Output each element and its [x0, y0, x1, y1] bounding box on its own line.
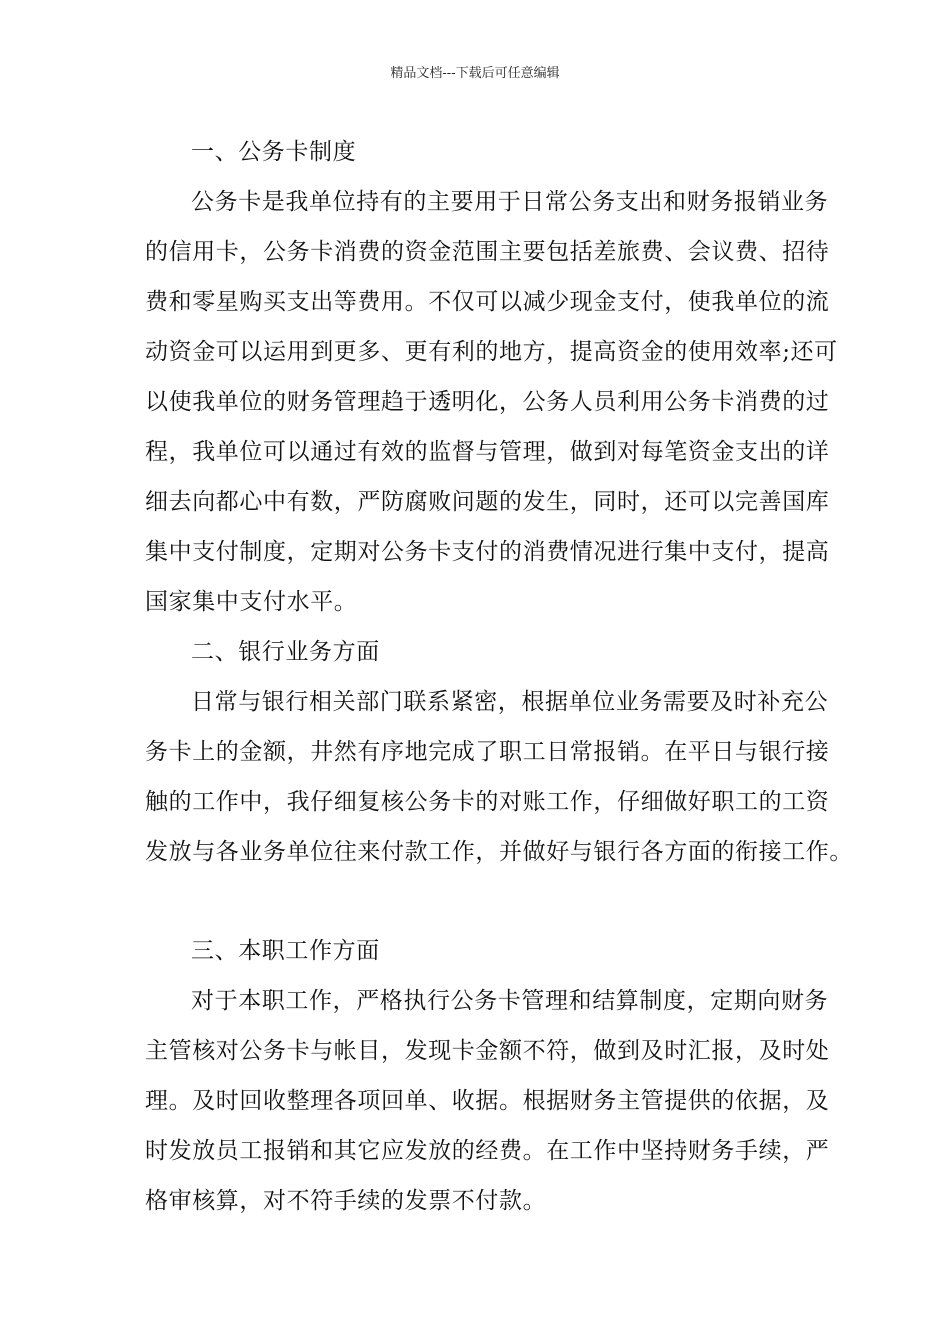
- paragraph-line: 格审核算，对不符手续的发票不付款。: [145, 1188, 547, 1214]
- section-heading: 一、公务卡制度: [191, 139, 357, 165]
- section-spacer: [145, 877, 825, 926]
- paragraph-line: 程，我单位可以通过有效的监督与管理，做到对每笔资金支出的详: [145, 439, 830, 465]
- paragraph-line: 对于本职工作，严格执行公务卡管理和结算制度，定期向财务: [191, 988, 829, 1014]
- paragraph-line: 细去向都心中有数，严防腐败问题的发生，同时，还可以完善国库: [145, 489, 830, 515]
- section-bank-business: [145, 627, 853, 877]
- paragraph-line: 集中支付制度，定期对公务卡支付的消费情况进行集中支付，提高: [145, 539, 830, 565]
- paragraph-line: 的信用卡，公务卡消费的资金范围主要包括差旅费、会议费、招待: [145, 239, 830, 265]
- paragraph-line: 动资金可以运用到更多、更有利的地方，提高资金的使用效率;还可: [145, 339, 838, 365]
- section-heading: 三、本职工作方面: [191, 938, 380, 964]
- paragraph-line: 费和零星购买支出等费用。不仅可以减少现金支付，使我单位的流: [145, 289, 830, 315]
- paragraph-line: 公务卡是我单位持有的主要用于日常公务支出和财务报销业务: [191, 189, 829, 215]
- document-body: [145, 127, 853, 1226]
- paragraph-line: 主管核对公务卡与帐目，发现卡金额不符，做到及时汇报，及时处: [145, 1038, 830, 1064]
- paragraph-line: 理。及时回收整理各项回单、收据。根据财务主管提供的依据，及: [145, 1088, 830, 1114]
- paragraph-line: 触的工作中，我仔细复核公务卡的对账工作，仔细做好职工的工资: [145, 789, 830, 815]
- paragraph-line: 国家集中支付水平。: [145, 589, 358, 615]
- paragraph-line: 以使我单位的财务管理趋于透明化，公务人员利用公务卡消费的过: [145, 389, 830, 415]
- page-header: 精品文档---下载后可任意编辑: [390, 66, 560, 81]
- paragraph-line: 发放与各业务单位往来付款工作，并做好与银行各方面的衔接工作。: [145, 839, 853, 865]
- section-own-work: [145, 926, 830, 1226]
- paragraph-line: 时发放员工报销和其它应发放的经费。在工作中坚持财务手续，严: [145, 1138, 830, 1164]
- section-heading: 二、银行业务方面: [191, 639, 380, 665]
- paragraph-line: 务卡上的金额，井然有序地完成了职工日常报销。在平日与银行接: [145, 739, 830, 765]
- paragraph-line: 日常与银行相关部门联系紧密，根据单位业务需要及时补充公: [191, 689, 829, 715]
- section-card-system: [145, 127, 838, 627]
